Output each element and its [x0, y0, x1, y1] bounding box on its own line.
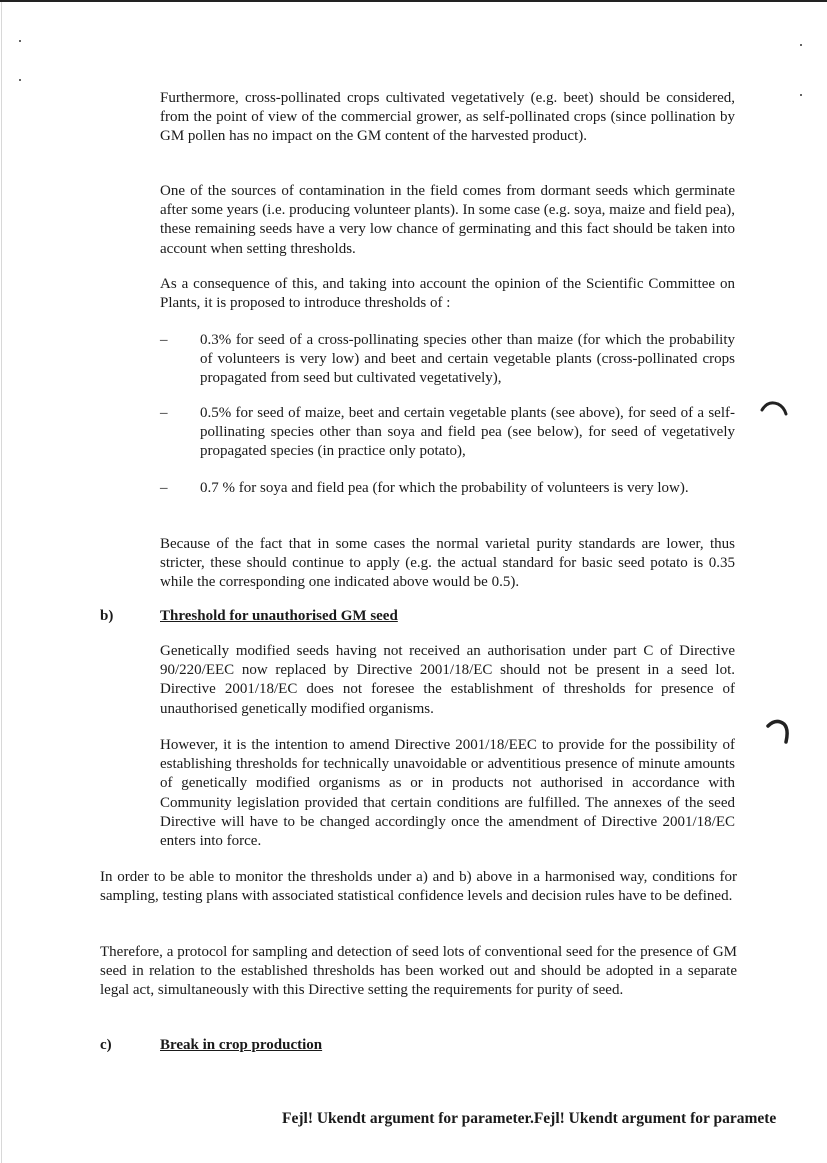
- paragraph-monitor-thresholds: In order to be able to monitor the thresholds under a) and b) above in a harmonised way, conditions for sampling, testing plans with associated statistical confidence levels and decision rules have to be defined.: [100, 869, 737, 905]
- bullet-text: 0.3% for seed of a cross-pollinating species other than maize (for which the probability of volunteers is very low) and beet and certain vegetable plants (cross-pollinated crops propagated from seed but cultivated vegetatively),: [200, 332, 735, 387]
- bullet-dash: –: [160, 480, 168, 496]
- scan-mark-curl: [760, 398, 790, 418]
- section-title: Threshold for unauthorised GM seed: [160, 608, 398, 624]
- scan-speck: [19, 40, 21, 42]
- paragraph-amend-directive: However, it is the intention to amend Directive 2001/18/EEC to provide for the possibility of establishing thresholds for technically unavoidable or adventitious presence of minute amounts of genetically modified organisms as or in products not authorised in accordance with Community legislation provided that certain conditions are fulfilled. The annexes of the seed Directive will have to be changed accordingly once the amendment of Directive 2001/18/EC enters into force.: [160, 737, 735, 850]
- scan-speck: [800, 44, 802, 46]
- section-title: Break in crop production: [160, 1037, 323, 1053]
- section-letter: c): [100, 1037, 112, 1053]
- section-letter: b): [100, 608, 114, 624]
- bullet-text: 0.7 % for soya and field pea (for which the probability of volunteers is very low).: [200, 480, 689, 496]
- top-rule: [0, 0, 827, 2]
- scan-speck: [800, 94, 802, 96]
- paragraph-consequence: As a consequence of this, and taking into account the opinion of the Scientific Committee on Plants, it is proposed to introduce thresholds of :: [160, 276, 735, 312]
- bullet-text: 0.5% for seed of maize, beet and certain vegetable plants (see above), for seed of a self-pollinating species other than soya and field pea (see below), for seed of vegetatively propagated species (in practice only potato),: [200, 405, 735, 460]
- paragraph-unauthorised-seeds: Genetically modified seeds having not received an authorisation under part C of Directive 90/220/EEC now replaced by Directive 2001/18/EC should not be present in a seed lot. Directive 2001/18/EC does not foresee the establishment of thresholds for presence of unauthorised genetically modified organisms.: [160, 643, 735, 717]
- scan-mark-hook: [764, 716, 794, 746]
- paragraph-varietal-purity: Because of the fact that in some cases the normal varietal purity standards are lower, thus stricter, these should continue to apply (e.g. the actual standard for basic seed potato is 0.35 while the corresponding one indicated above would be 0.5).: [160, 536, 735, 591]
- page-left-edge: [1, 2, 2, 1163]
- paragraph-protocol: Therefore, a protocol for sampling and detection of seed lots of conventional seed for the presence of GM seed in relation to the established thresholds has been worked out and should be adopted in a separate legal act, simultaneously with this Directive setting the requirements for purity of seed.: [100, 944, 737, 999]
- bullet-dash: –: [160, 405, 168, 421]
- paragraph-cross-pollinated: Furthermore, cross-pollinated crops cultivated vegetatively (e.g. beet) should be considered, from the point of view of the commercial grower, as self-pollinated crops (since pollination by GM pollen has no impact on the GM content of the harvested product).: [160, 90, 735, 145]
- page-footer: Fejl! Ukendt argument for parameter.Fejl! Ukendt argument for paramete: [282, 1110, 777, 1127]
- scan-speck: [19, 79, 21, 81]
- paragraph-dormant-seeds: One of the sources of contamination in the field comes from dormant seeds which germinate after some years (i.e. producing volunteer plants). In some case (e.g. soya, maize and field pea), these remaining seeds have a very low chance of germinating and this fact should be taken into account when setting thresholds.: [160, 183, 735, 257]
- bullet-dash: –: [160, 332, 168, 348]
